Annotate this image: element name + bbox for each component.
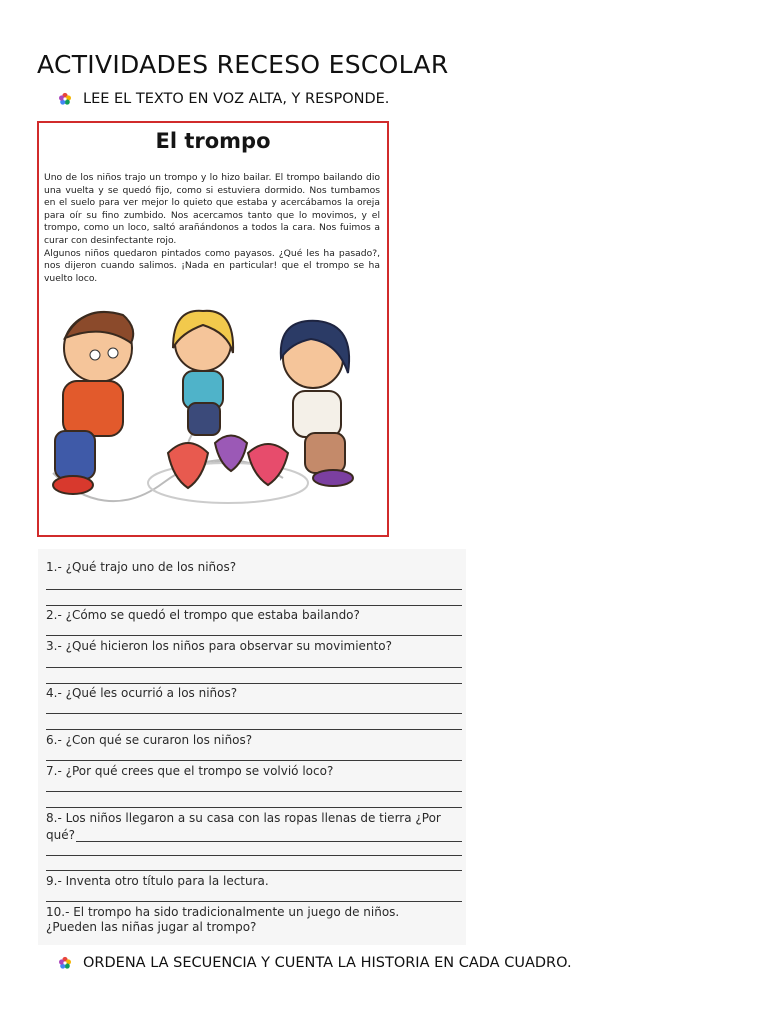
instruction-read-aloud [58, 91, 389, 107]
answer-line[interactable] [46, 729, 462, 730]
question-10: 10.- El trompo ha sido tradicionalmente un juego de niños. [46, 905, 400, 919]
answer-line[interactable] [46, 901, 462, 902]
question-10-continued: ¿Pueden las niñas jugar al trompo? [46, 920, 257, 934]
story-card [37, 121, 389, 537]
answer-line[interactable] [46, 683, 462, 684]
instruction-sequence [58, 955, 572, 971]
answer-line[interactable] [46, 713, 462, 714]
answer-line[interactable] [46, 791, 462, 792]
instruction-1-text: LEE EL TEXTO EN VOZ ALTA, Y RESPONDE. [83, 91, 390, 107]
answer-line[interactable] [46, 635, 462, 636]
questions-worksheet [38, 549, 466, 945]
story-paragraph-2: Algunos niños quedaron pintados como payasos. ¿Qué les ha pasado?, nos dijeron cuando salimos. ¡Nada en particular! que el trompo se ha vuelto loco. [44, 247, 380, 284]
question-8: 8.- Los niños llegaron a su casa con las ropas llenas de tierra ¿Por [46, 811, 441, 825]
question-6: 6.- ¿Con qué se curaron los niños? [46, 733, 253, 747]
flower-bullet-icon [58, 956, 72, 970]
answer-line[interactable] [46, 870, 462, 871]
question-2: 2.- ¿Cómo se quedó el trompo que estaba bailando? [46, 608, 360, 622]
question-1: 1.- ¿Qué trajo uno de los niños? [46, 560, 237, 574]
question-8-continued: qué? [46, 828, 75, 842]
answer-line[interactable] [46, 589, 462, 590]
answer-line[interactable] [46, 807, 462, 808]
story-title: El trompo [155, 129, 271, 153]
question-4: 4.- ¿Qué les ocurrió a los niños? [46, 686, 238, 700]
answer-line[interactable] [76, 841, 462, 842]
instruction-2-text: ORDENA LA SECUENCIA Y CUENTA LA HISTORIA EN CADA CUADRO. [83, 955, 572, 971]
answer-line[interactable] [46, 667, 462, 668]
story-paragraph-1: Uno de los niños trajo un trompo y lo hizo bailar. El trompo bailando dio una vuelta y se quedó fijo, como si estuviera dormido. Nos tumbamos en el suelo para ver mejor lo quieto que estaba y acercábamos la oreja para oír su fino zumbido. Nos acercamos tanto que lo movimos, y el trompo, como un loco, saltó arañándonos a todos la cara. Nos fuimos a curar con desinfectante rojo. [44, 172, 380, 246]
answer-line[interactable] [46, 605, 462, 606]
children-spinning-tops-illustration [43, 303, 383, 533]
answer-line[interactable] [46, 760, 462, 761]
story-text [44, 172, 380, 285]
question-3: 3.- ¿Qué hicieron los niños para observar su movimiento? [46, 639, 392, 653]
flower-bullet-icon [58, 92, 72, 106]
question-9: 9.- Inventa otro título para la lectura. [46, 874, 269, 888]
question-7: 7.- ¿Por qué crees que el trompo se volvió loco? [46, 764, 334, 778]
page-title: ACTIVIDADES RECESO ESCOLAR [37, 50, 449, 79]
answer-line[interactable] [46, 855, 462, 856]
